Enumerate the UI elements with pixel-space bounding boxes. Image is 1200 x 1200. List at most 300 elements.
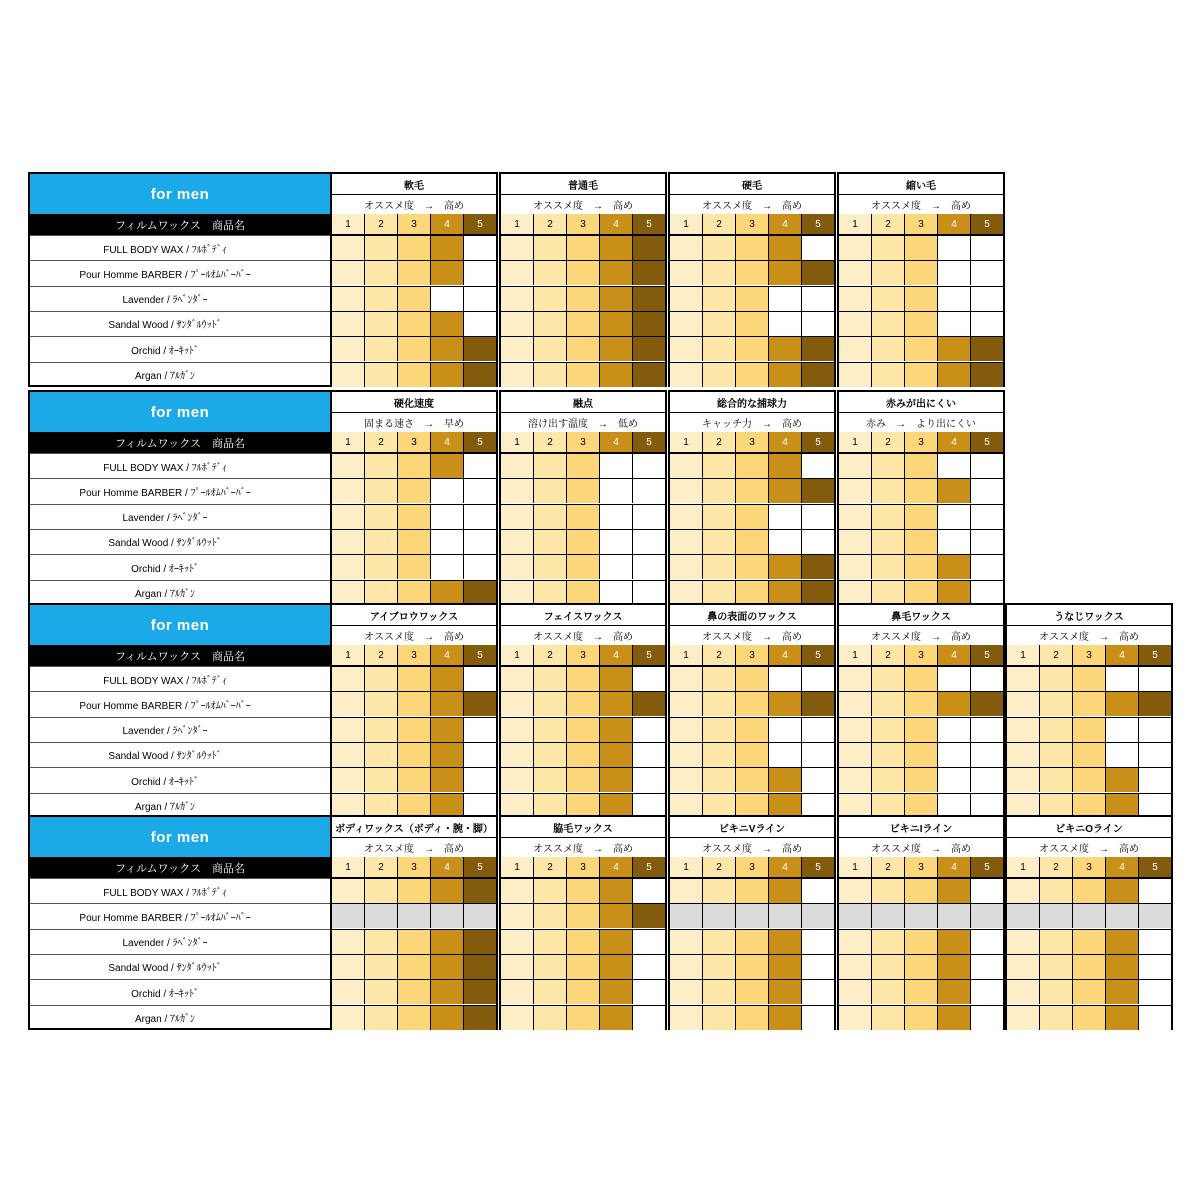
rating-cell xyxy=(938,903,971,928)
rating-row xyxy=(670,286,834,311)
rating-row xyxy=(332,717,496,742)
rating-cell xyxy=(872,767,905,792)
level-label: 2 xyxy=(1040,857,1073,878)
rating-cell xyxy=(398,580,431,605)
rating-cell xyxy=(971,554,1003,579)
rating-cell xyxy=(971,767,1003,792)
rating-cell xyxy=(802,311,834,336)
category-block xyxy=(330,390,498,605)
rating-cell xyxy=(633,504,665,529)
product-label-panel xyxy=(28,172,330,387)
rating-row xyxy=(501,1005,665,1030)
rating-cell xyxy=(633,767,665,792)
rating-cell xyxy=(398,979,431,1004)
rating-cell xyxy=(703,979,736,1004)
rating-cell xyxy=(802,453,834,478)
rating-cell xyxy=(633,793,665,818)
product-name: Orchid / ｵｰｷｯﾄﾞ xyxy=(30,979,330,1004)
rating-cell xyxy=(332,691,365,716)
rating-cell xyxy=(567,979,600,1004)
rating-cell xyxy=(905,554,938,579)
rating-cell xyxy=(971,742,1003,767)
level-header-row xyxy=(1007,645,1171,666)
rating-cell xyxy=(431,903,464,928)
level-header-row xyxy=(670,645,834,666)
product-name: Lavender / ﾗﾍﾞﾝﾀﾞｰ xyxy=(30,504,330,529)
level-label: 5 xyxy=(971,645,1003,666)
rating-cell xyxy=(332,954,365,979)
category-scale: オススメ度 → 高め xyxy=(670,837,834,858)
rating-cell xyxy=(769,504,802,529)
level-label: 1 xyxy=(1007,645,1040,666)
product-name: FULL BODY WAX / ﾌﾙﾎﾞﾃﾞｨ xyxy=(30,453,330,478)
level-label: 4 xyxy=(769,214,802,235)
rating-cell xyxy=(600,666,633,691)
rating-cell xyxy=(802,717,834,742)
rating-cell xyxy=(501,742,534,767)
category-block xyxy=(330,172,498,387)
rating-cell xyxy=(431,691,464,716)
rating-cell xyxy=(703,767,736,792)
rating-row xyxy=(839,979,1003,1004)
rating-cell xyxy=(398,311,431,336)
rating-cell xyxy=(464,1005,496,1030)
category-scale: オススメ度 → 高め xyxy=(332,194,496,215)
rating-cell xyxy=(971,336,1003,361)
chart-section xyxy=(28,172,1178,387)
rating-cell xyxy=(600,362,633,387)
product-name-header: フィルムワックス 商品名 xyxy=(30,857,330,878)
rating-cell xyxy=(971,954,1003,979)
rating-cell xyxy=(1073,742,1106,767)
level-label: 3 xyxy=(736,857,769,878)
level-label: 5 xyxy=(971,432,1003,453)
rating-cell xyxy=(332,903,365,928)
rating-cell xyxy=(501,362,534,387)
rating-row xyxy=(1007,691,1171,716)
rating-cell xyxy=(703,336,736,361)
rating-cell xyxy=(905,954,938,979)
level-label: 1 xyxy=(670,645,703,666)
rating-row xyxy=(332,286,496,311)
level-label: 5 xyxy=(464,857,496,878)
level-label: 2 xyxy=(534,432,567,453)
rating-cell xyxy=(670,554,703,579)
rating-cell xyxy=(567,954,600,979)
rating-cell xyxy=(872,929,905,954)
rating-cell xyxy=(567,878,600,903)
rating-cell xyxy=(905,235,938,260)
level-label: 2 xyxy=(365,214,398,235)
level-header-row xyxy=(332,857,496,878)
rating-cell xyxy=(398,260,431,285)
level-label: 3 xyxy=(736,214,769,235)
rating-cell xyxy=(905,336,938,361)
rating-cell xyxy=(1139,979,1171,1004)
rating-cell xyxy=(534,666,567,691)
rating-cell xyxy=(703,903,736,928)
level-label: 2 xyxy=(703,857,736,878)
rating-cell xyxy=(431,235,464,260)
rating-cell xyxy=(872,903,905,928)
rating-cell xyxy=(769,691,802,716)
rating-cell xyxy=(839,311,872,336)
rating-cell xyxy=(1106,717,1139,742)
rating-cell xyxy=(802,767,834,792)
rating-cell xyxy=(839,903,872,928)
rating-cell xyxy=(398,742,431,767)
rating-cell xyxy=(600,235,633,260)
rating-cell xyxy=(332,286,365,311)
rating-cell xyxy=(464,929,496,954)
rating-cell xyxy=(802,362,834,387)
rating-cell xyxy=(670,979,703,1004)
rating-cell xyxy=(872,529,905,554)
rating-cell xyxy=(769,903,802,928)
level-label: 1 xyxy=(670,857,703,878)
rating-cell xyxy=(332,311,365,336)
rating-cell xyxy=(600,742,633,767)
category-title: 脇毛ワックス xyxy=(501,817,665,838)
rating-cell xyxy=(839,504,872,529)
rating-cell xyxy=(802,929,834,954)
category-block xyxy=(668,390,836,605)
rating-cell xyxy=(398,453,431,478)
rating-cell xyxy=(736,979,769,1004)
category-block xyxy=(499,390,667,605)
rating-row xyxy=(501,453,665,478)
level-label: 4 xyxy=(1106,645,1139,666)
rating-row xyxy=(670,453,834,478)
rating-cell xyxy=(872,336,905,361)
product-name: Sandal Wood / ｻﾝﾀﾞﾙｳｯﾄﾞ xyxy=(30,954,330,979)
rating-cell xyxy=(600,717,633,742)
level-label: 1 xyxy=(839,857,872,878)
rating-row xyxy=(501,529,665,554)
rating-cell xyxy=(971,666,1003,691)
rating-cell xyxy=(600,453,633,478)
rating-cell xyxy=(670,260,703,285)
rating-cell xyxy=(633,903,665,928)
rating-cell xyxy=(703,453,736,478)
rating-cell xyxy=(1139,878,1171,903)
category-block xyxy=(668,172,836,387)
rating-cell xyxy=(600,1005,633,1030)
rating-cell xyxy=(703,362,736,387)
rating-cell xyxy=(600,954,633,979)
rating-cell xyxy=(1073,954,1106,979)
rating-cell xyxy=(501,478,534,503)
level-header-row xyxy=(332,645,496,666)
rating-cell xyxy=(1106,1005,1139,1030)
rating-row xyxy=(1007,903,1171,928)
rating-row xyxy=(839,903,1003,928)
level-label: 4 xyxy=(769,432,802,453)
rating-cell xyxy=(905,260,938,285)
rating-cell xyxy=(736,929,769,954)
level-label: 1 xyxy=(501,857,534,878)
rating-row xyxy=(501,362,665,387)
product-name: Sandal Wood / ｻﾝﾀﾞﾙｳｯﾄﾞ xyxy=(30,311,330,336)
rating-row xyxy=(670,362,834,387)
rating-cell xyxy=(600,529,633,554)
rating-cell xyxy=(464,767,496,792)
product-name: FULL BODY WAX / ﾌﾙﾎﾞﾃﾞｨ xyxy=(30,235,330,260)
rating-row xyxy=(670,691,834,716)
rating-cell xyxy=(567,529,600,554)
rating-cell xyxy=(365,453,398,478)
rating-cell xyxy=(365,336,398,361)
category-block xyxy=(668,815,836,1030)
rating-cell xyxy=(464,286,496,311)
category-block xyxy=(499,172,667,387)
rating-cell xyxy=(431,260,464,285)
rating-row xyxy=(332,554,496,579)
rating-cell xyxy=(464,903,496,928)
rating-row xyxy=(332,929,496,954)
rating-cell xyxy=(464,793,496,818)
rating-cell xyxy=(905,929,938,954)
rating-cell xyxy=(905,767,938,792)
category-scale: オススメ度 → 高め xyxy=(839,837,1003,858)
rating-row xyxy=(670,878,834,903)
rating-cell xyxy=(872,580,905,605)
rating-row xyxy=(839,666,1003,691)
level-label: 4 xyxy=(1106,857,1139,878)
rating-cell xyxy=(938,767,971,792)
rating-cell xyxy=(1007,742,1040,767)
rating-cell xyxy=(938,1005,971,1030)
rating-row xyxy=(839,529,1003,554)
rating-cell xyxy=(802,580,834,605)
rating-cell xyxy=(839,666,872,691)
rating-row xyxy=(332,878,496,903)
rating-cell xyxy=(670,954,703,979)
product-name-header: フィルムワックス 商品名 xyxy=(30,214,330,235)
rating-row xyxy=(670,1005,834,1030)
rating-row xyxy=(1007,929,1171,954)
level-label: 3 xyxy=(905,645,938,666)
rating-cell xyxy=(905,717,938,742)
level-label: 2 xyxy=(365,432,398,453)
rating-cell xyxy=(938,793,971,818)
rating-cell xyxy=(670,336,703,361)
rating-row xyxy=(332,742,496,767)
rating-cell xyxy=(670,580,703,605)
level-label: 4 xyxy=(600,214,633,235)
rating-row xyxy=(332,362,496,387)
rating-cell xyxy=(431,529,464,554)
rating-cell xyxy=(501,554,534,579)
level-label: 5 xyxy=(971,214,1003,235)
category-scale: オススメ度 → 高め xyxy=(1007,837,1171,858)
rating-row xyxy=(332,504,496,529)
rating-cell xyxy=(1073,767,1106,792)
rating-cell xyxy=(365,362,398,387)
category-title: 普通毛 xyxy=(501,174,665,195)
rating-row xyxy=(501,742,665,767)
rating-cell xyxy=(501,580,534,605)
rating-cell xyxy=(938,979,971,1004)
level-header-row xyxy=(501,645,665,666)
rating-cell xyxy=(769,717,802,742)
rating-cell xyxy=(802,260,834,285)
level-label: 2 xyxy=(365,645,398,666)
rating-cell xyxy=(703,742,736,767)
rating-cell xyxy=(365,878,398,903)
rating-cell xyxy=(431,878,464,903)
level-header-row xyxy=(670,432,834,453)
rating-row xyxy=(1007,717,1171,742)
category-scale: オススメ度 → 高め xyxy=(501,194,665,215)
rating-row xyxy=(501,929,665,954)
rating-cell xyxy=(365,666,398,691)
level-label: 1 xyxy=(1007,857,1040,878)
rating-row xyxy=(332,235,496,260)
rating-cell xyxy=(736,666,769,691)
rating-cell xyxy=(567,235,600,260)
rating-cell xyxy=(365,311,398,336)
rating-cell xyxy=(703,580,736,605)
rating-cell xyxy=(736,453,769,478)
level-header-row xyxy=(1007,857,1171,878)
rating-cell xyxy=(802,878,834,903)
rating-cell xyxy=(839,286,872,311)
rating-cell xyxy=(703,554,736,579)
level-label: 5 xyxy=(464,214,496,235)
category-scale: 赤み → より出にくい xyxy=(839,412,1003,433)
rating-cell xyxy=(839,453,872,478)
rating-cell xyxy=(971,691,1003,716)
rating-row xyxy=(839,453,1003,478)
rating-cell xyxy=(600,979,633,1004)
rating-cell xyxy=(1007,666,1040,691)
rating-cell xyxy=(736,717,769,742)
rating-row xyxy=(670,742,834,767)
rating-cell xyxy=(633,580,665,605)
rating-cell xyxy=(905,793,938,818)
rating-cell xyxy=(736,504,769,529)
category-title: 総合的な捕球力 xyxy=(670,392,834,413)
rating-cell xyxy=(905,979,938,1004)
product-name-header: フィルムワックス 商品名 xyxy=(30,645,330,666)
rating-row xyxy=(1007,1005,1171,1030)
rating-cell xyxy=(1073,793,1106,818)
rating-cell xyxy=(839,742,872,767)
rating-cell xyxy=(703,260,736,285)
rating-cell xyxy=(872,286,905,311)
rating-cell xyxy=(703,235,736,260)
rating-cell xyxy=(365,1005,398,1030)
rating-row xyxy=(501,717,665,742)
rating-cell xyxy=(736,478,769,503)
rating-cell xyxy=(633,260,665,285)
rating-row xyxy=(332,453,496,478)
level-label: 2 xyxy=(872,645,905,666)
rating-cell xyxy=(670,478,703,503)
rating-cell xyxy=(431,979,464,1004)
rating-cell xyxy=(534,362,567,387)
rating-cell xyxy=(802,1005,834,1030)
rating-cell xyxy=(431,666,464,691)
rating-cell xyxy=(501,793,534,818)
rating-cell xyxy=(464,954,496,979)
rating-row xyxy=(501,235,665,260)
rating-cell xyxy=(501,453,534,478)
product-name: Argan / ｱﾙｶﾞﾝ xyxy=(30,362,330,387)
rating-cell xyxy=(938,691,971,716)
rating-row xyxy=(839,878,1003,903)
rating-cell xyxy=(464,336,496,361)
rating-cell xyxy=(1139,903,1171,928)
rating-row xyxy=(839,336,1003,361)
product-name: Pour Homme BARBER / ﾌﾟｰﾙｵﾑﾊﾞｰﾊﾞｰ xyxy=(30,478,330,503)
rating-cell xyxy=(398,554,431,579)
product-name: FULL BODY WAX / ﾌﾙﾎﾞﾃﾞｨ xyxy=(30,878,330,903)
rating-cell xyxy=(1106,691,1139,716)
rating-cell xyxy=(567,336,600,361)
rating-row xyxy=(332,691,496,716)
rating-cell xyxy=(567,554,600,579)
rating-cell xyxy=(633,311,665,336)
rating-cell xyxy=(1073,878,1106,903)
rating-cell xyxy=(1007,691,1040,716)
rating-cell xyxy=(769,793,802,818)
rating-row xyxy=(670,336,834,361)
rating-cell xyxy=(971,1005,1003,1030)
rating-cell xyxy=(534,717,567,742)
category-scale: オススメ度 → 高め xyxy=(332,837,496,858)
level-label: 5 xyxy=(1139,645,1171,666)
rating-cell xyxy=(567,742,600,767)
level-label: 2 xyxy=(534,645,567,666)
rating-cell xyxy=(872,260,905,285)
rating-row xyxy=(1007,767,1171,792)
rating-cell xyxy=(802,903,834,928)
rating-cell xyxy=(905,453,938,478)
rating-cell xyxy=(971,286,1003,311)
rating-cell xyxy=(971,717,1003,742)
rating-cell xyxy=(534,260,567,285)
rating-cell xyxy=(332,529,365,554)
rating-cell xyxy=(1139,666,1171,691)
brand-label: for men xyxy=(30,605,330,645)
rating-cell xyxy=(736,954,769,979)
rating-cell xyxy=(431,742,464,767)
rating-cell xyxy=(567,453,600,478)
level-label: 1 xyxy=(670,214,703,235)
rating-cell xyxy=(769,529,802,554)
category-block xyxy=(837,603,1005,818)
rating-cell xyxy=(971,580,1003,605)
rating-cell xyxy=(398,336,431,361)
rating-cell xyxy=(332,878,365,903)
level-label: 4 xyxy=(938,214,971,235)
rating-cell xyxy=(464,362,496,387)
rating-cell xyxy=(534,453,567,478)
level-label: 1 xyxy=(332,645,365,666)
rating-cell xyxy=(398,1005,431,1030)
rating-cell xyxy=(703,311,736,336)
rating-cell xyxy=(839,929,872,954)
level-label: 4 xyxy=(600,645,633,666)
level-label: 4 xyxy=(938,432,971,453)
product-name: Argan / ｱﾙｶﾞﾝ xyxy=(30,793,330,818)
rating-cell xyxy=(534,1005,567,1030)
rating-cell xyxy=(633,666,665,691)
rating-cell xyxy=(670,717,703,742)
level-label: 3 xyxy=(905,214,938,235)
